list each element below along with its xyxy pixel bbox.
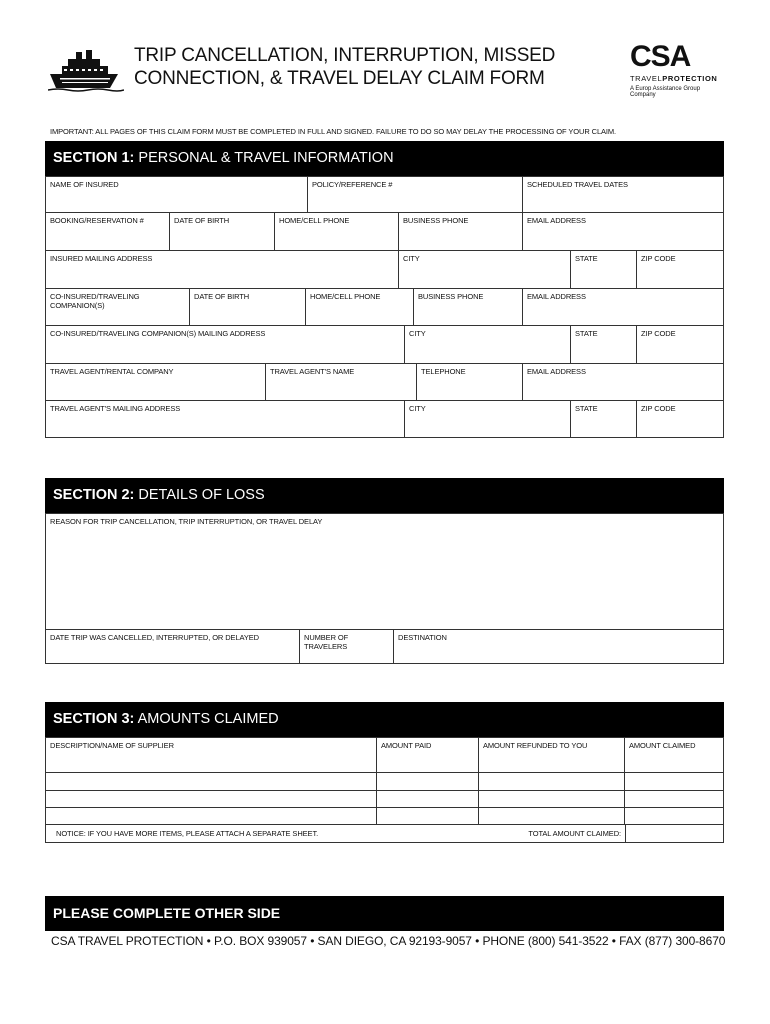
section1-title: PERSONAL & TRAVEL INFORMATION <box>138 150 394 166</box>
co-mailing-address-field[interactable] <box>46 326 405 364</box>
co-zip-field[interactable] <box>637 326 724 364</box>
field-label: STATE <box>575 404 598 413</box>
col-label: AMOUNT REFUNDED TO YOU <box>483 741 588 750</box>
description-input[interactable] <box>46 808 377 825</box>
field-label: TRAVEL AGENT/RENTAL COMPANY <box>50 367 174 376</box>
important-notice: IMPORTANT: ALL PAGES OF THIS CLAIM FORM MUST BE COMPLETED IN FULL AND SIGNED. FAILURE TO DO SO MAY DELAY THE PROCESSING OF YOUR CLAIM. <box>50 127 617 136</box>
field-label: SCHEDULED TRAVEL DATES <box>527 180 628 189</box>
field-label: EMAIL ADDRESS <box>527 216 586 225</box>
destination-field[interactable] <box>394 630 723 663</box>
field-label: DATE OF BIRTH <box>174 216 230 225</box>
col-claimed-header <box>625 738 723 773</box>
amount-paid-input[interactable] <box>377 773 479 791</box>
field-label: ZIP CODE <box>641 254 676 263</box>
state-field[interactable] <box>571 251 637 289</box>
field-label: EMAIL ADDRESS <box>527 292 586 301</box>
field-label: CO-INSURED/TRAVELING COMPANION(S) <box>50 292 140 310</box>
city-field[interactable] <box>399 251 571 289</box>
co-email-field[interactable] <box>523 289 724 326</box>
logo-sub-plain: TRAVEL <box>630 74 663 83</box>
amount-paid-input[interactable] <box>377 791 479 808</box>
description-input[interactable] <box>46 773 377 791</box>
co-business-phone-field[interactable] <box>414 289 523 326</box>
section1-banner <box>45 141 724 176</box>
field-label: BOOKING/RESERVATION # <box>50 216 144 225</box>
notice-text: NOTICE: IF YOU HAVE MORE ITEMS, PLEASE ATTACH A SEPARATE SHEET. <box>56 829 319 838</box>
agent-zip-field[interactable] <box>637 401 724 437</box>
total-claimed-input[interactable] <box>625 825 723 842</box>
description-input[interactable] <box>46 791 377 808</box>
section2-grid <box>45 513 724 664</box>
field-label: DESTINATION <box>398 633 447 642</box>
num-travelers-field[interactable] <box>300 630 394 663</box>
email-field[interactable] <box>523 213 724 251</box>
field-label: EMAIL ADDRESS <box>527 367 586 376</box>
field-label: CITY <box>403 254 420 263</box>
travel-dates-field[interactable] <box>523 177 724 213</box>
field-label: INSURED MAILING ADDRESS <box>50 254 153 263</box>
field-label: NAME OF INSURED <box>50 180 119 189</box>
section2-banner <box>45 478 724 513</box>
field-label: ZIP CODE <box>641 404 676 413</box>
field-label: POLICY/REFERENCE # <box>312 180 393 189</box>
business-phone-field[interactable] <box>399 213 523 251</box>
field-label: CITY <box>409 404 426 413</box>
col-paid-header <box>377 738 479 773</box>
agent-email-field[interactable] <box>523 364 724 401</box>
field-label: BUSINESS PHONE <box>403 216 469 225</box>
amount-refunded-input[interactable] <box>479 773 625 791</box>
logo-tagline: A Europ Assistance Group Company <box>630 86 701 98</box>
amount-refunded-input[interactable] <box>479 791 625 808</box>
section2-title: DETAILS OF LOSS <box>138 487 265 503</box>
field-label: STATE <box>575 329 598 338</box>
amount-paid-input[interactable] <box>377 808 479 825</box>
agent-address-field[interactable] <box>46 401 405 437</box>
mailing-address-field[interactable] <box>46 251 399 289</box>
home-phone-field[interactable] <box>275 213 399 251</box>
col-label: AMOUNT CLAIMED <box>629 741 696 750</box>
agent-telephone-field[interactable] <box>417 364 523 401</box>
total-label: TOTAL AMOUNT CLAIMED: <box>528 829 621 838</box>
field-label: DATE OF BIRTH <box>194 292 250 301</box>
section2-label: SECTION 2: <box>53 487 135 503</box>
amount-claimed-input[interactable] <box>625 791 723 808</box>
co-city-field[interactable] <box>405 326 571 364</box>
field-label: TRAVEL AGENT'S NAME <box>270 367 355 376</box>
zip-field[interactable] <box>637 251 724 289</box>
policy-reference-field[interactable] <box>308 177 523 213</box>
reason-field[interactable] <box>46 514 723 630</box>
section1-grid <box>45 176 724 438</box>
section3-banner <box>45 702 724 737</box>
csa-logo-text: CSA <box>630 40 691 73</box>
section1-label: SECTION 1: <box>53 150 135 166</box>
agent-name-field[interactable] <box>266 364 417 401</box>
agent-company-field[interactable] <box>46 364 266 401</box>
co-home-phone-field[interactable] <box>306 289 414 326</box>
amounts-table <box>45 737 724 843</box>
date-cancelled-field[interactable] <box>46 630 300 663</box>
field-label: HOME/CELL PHONE <box>279 216 350 225</box>
field-label: DATE TRIP WAS CANCELLED, INTERRUPTED, OR DELAYED <box>50 633 259 642</box>
field-label: TELEPHONE <box>421 367 466 376</box>
form-title-line2: CONNECTION, & TRAVEL DELAY CLAIM FORM <box>134 68 545 89</box>
field-label: CITY <box>409 329 426 338</box>
col-description-header <box>46 738 377 773</box>
dob-field[interactable] <box>170 213 275 251</box>
section3-title: AMOUNTS CLAIMED <box>137 711 279 727</box>
co-insured-field[interactable] <box>46 289 190 326</box>
amount-claimed-input[interactable] <box>625 773 723 791</box>
name-of-insured-field[interactable] <box>46 177 308 213</box>
field-label: TRAVEL AGENT'S MAILING ADDRESS <box>50 404 181 413</box>
logo-sub-bold: PROTECTION <box>662 74 718 83</box>
agent-state-field[interactable] <box>571 401 637 437</box>
field-label: NUMBER OF TRAVELERS <box>304 633 349 651</box>
col-label: AMOUNT PAID <box>381 741 432 750</box>
field-label: BUSINESS PHONE <box>418 292 484 301</box>
booking-field[interactable] <box>46 213 170 251</box>
field-label: CO-INSURED/TRAVELING COMPANION(S) MAILING ADDRESS <box>50 329 266 338</box>
field-label: ZIP CODE <box>641 329 676 338</box>
amount-refunded-input[interactable] <box>479 808 625 825</box>
form-title-line1: TRIP CANCELLATION, INTERRUPTION, MISSED <box>134 45 556 66</box>
cruise-ship-icon <box>48 44 124 94</box>
footer-contact: CSA TRAVEL PROTECTION • P.O. BOX 939057 • SAN DIEGO, CA 92193-9057 • PHONE (800) 541-3522 • FAX (877) 300-8670 <box>51 934 726 948</box>
field-label: HOME/CELL PHONE <box>310 292 381 301</box>
amount-claimed-input[interactable] <box>625 808 723 825</box>
field-label: REASON FOR TRIP CANCELLATION, TRIP INTERRUPTION, OR TRAVEL DELAY <box>50 517 323 526</box>
section3-label: SECTION 3: <box>53 711 135 727</box>
col-refunded-header <box>479 738 625 773</box>
notice-row <box>46 825 625 842</box>
form-title <box>134 44 555 90</box>
co-dob-field[interactable] <box>190 289 306 326</box>
agent-city-field[interactable] <box>405 401 571 437</box>
logo-subtitle <box>630 74 726 83</box>
csa-logo <box>630 42 726 98</box>
complete-other-side-banner: PLEASE COMPLETE OTHER SIDE <box>45 896 724 931</box>
co-state-field[interactable] <box>571 326 637 364</box>
col-label: DESCRIPTION/NAME OF SUPPLIER <box>50 741 174 750</box>
field-label: STATE <box>575 254 598 263</box>
